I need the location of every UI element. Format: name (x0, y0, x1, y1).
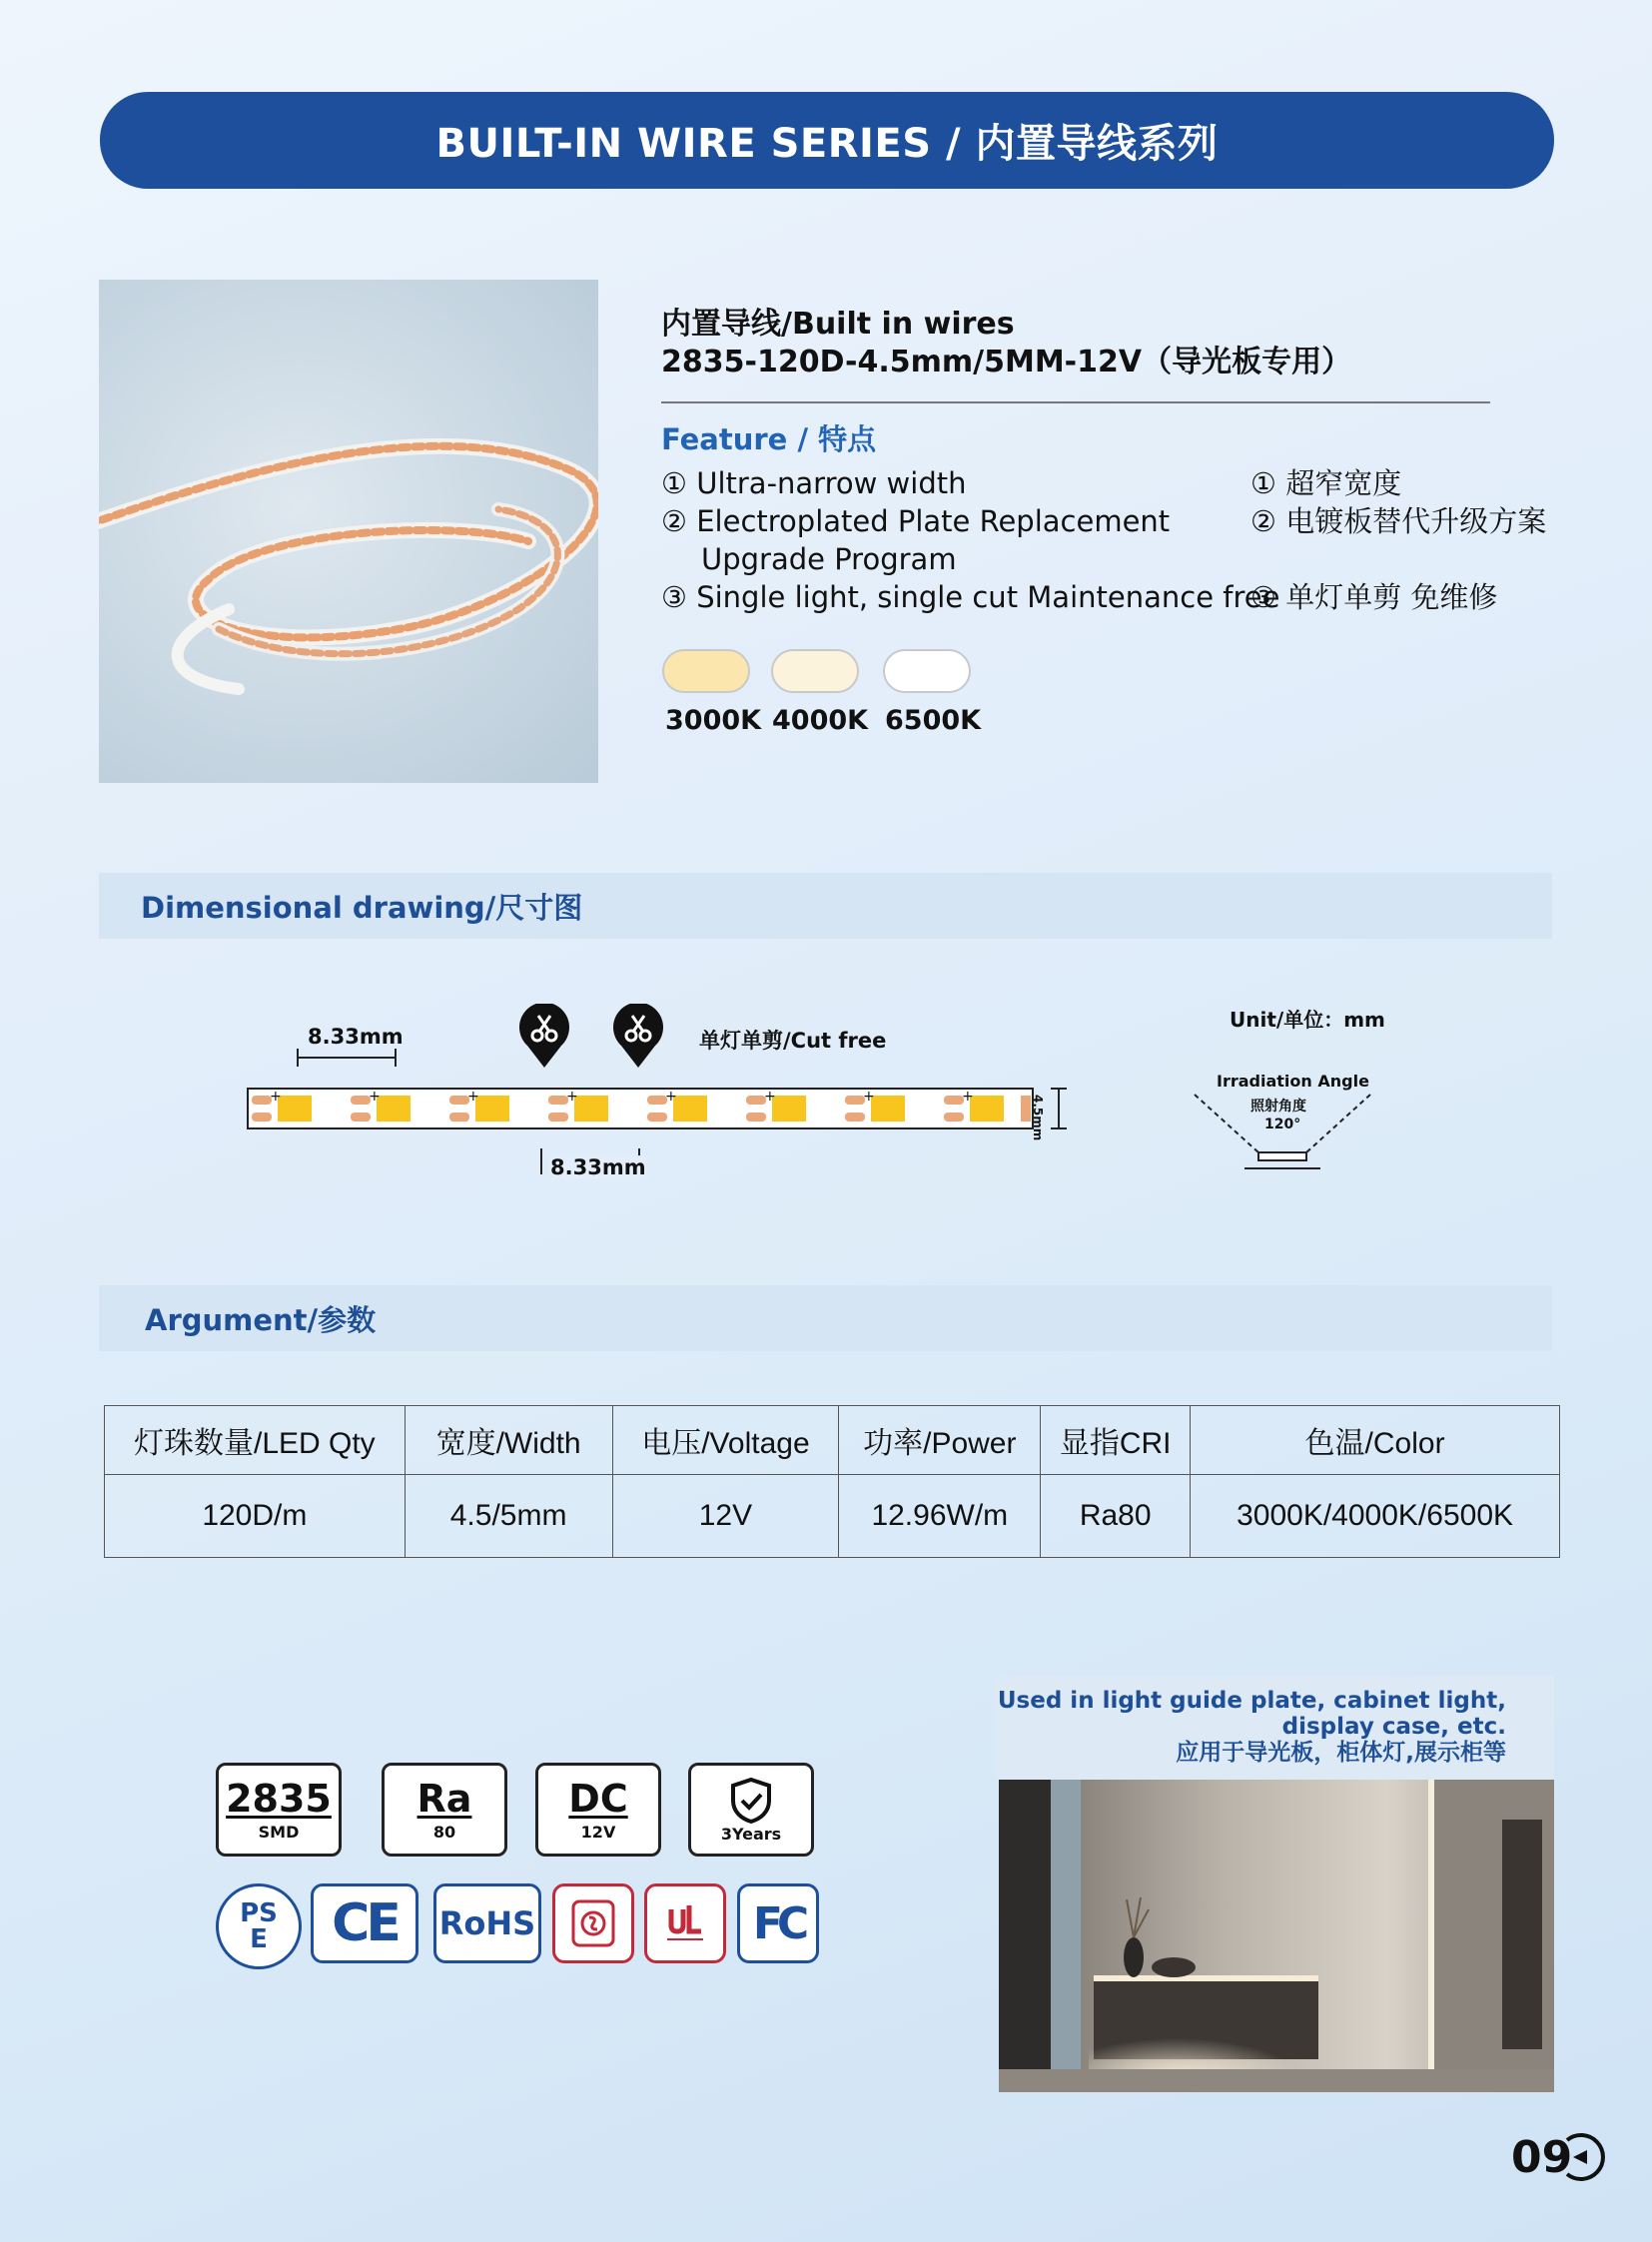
label-3000k: 3000K (665, 705, 762, 736)
page-number: 09 (1511, 2132, 1573, 2183)
cut-free-label: 单灯单剪/Cut free (699, 1029, 887, 1053)
polarity-plus: + (270, 1089, 282, 1105)
solder-pad (252, 1096, 272, 1105)
page-title-banner (100, 92, 1554, 189)
pse-logo-e: E (250, 1924, 268, 1954)
solder-pad (449, 1113, 469, 1121)
badge-dc-label: 12V (580, 1822, 616, 1842)
pitch-label-top: 8.33mm (308, 1025, 404, 1049)
ul-cert-logo (644, 1883, 726, 1963)
polarity-plus: + (665, 1089, 677, 1105)
cell-width: 4.5/5mm (405, 1475, 612, 1558)
col-width: 宽度/Width (405, 1406, 612, 1475)
badge-ra-label: 80 (432, 1822, 456, 1842)
badge-ra (382, 1763, 507, 1857)
rohs-logo-text: RoHS (438, 1904, 536, 1942)
cell-cri: Ra80 (1041, 1475, 1191, 1558)
ce-logo (311, 1883, 418, 1963)
led-chip (377, 1096, 411, 1121)
title-divider (661, 401, 1490, 403)
usage-line-3: 应用于导光板，柜体灯,展示柜等 (1176, 1740, 1506, 1766)
swatch-3000k (662, 649, 750, 693)
fcc-logo-text: FC (752, 1897, 804, 1949)
col-color: 色温/Color (1191, 1406, 1560, 1475)
feature-heading: Feature / 特点 (661, 422, 877, 456)
product-photo (99, 280, 598, 783)
product-model: 2835-120D-4.5mm/5MM-12V（导光板专用） (661, 345, 1352, 379)
led-chip (574, 1096, 608, 1121)
solder-pad (944, 1096, 964, 1105)
col-led-qty: 灯珠数量/LED Qty (105, 1406, 406, 1475)
spec-table-header (105, 1406, 1560, 1475)
badge-warranty-label: 3Years (720, 1824, 782, 1844)
product-title (661, 306, 1351, 381)
feature-en-2-cont: Upgrade Program (701, 542, 957, 576)
usage-line-1: Used in light guide plate, cabinet light, (997, 1688, 1506, 1714)
solder-pad (845, 1096, 865, 1105)
usage-text (998, 1688, 1506, 1766)
angle-label-en: Irradiation Angle (1217, 1072, 1369, 1091)
angle-value: 120° (1264, 1117, 1301, 1132)
swatch-6500k (883, 649, 971, 693)
feature-zh-1: ① 超窄宽度 (1250, 466, 1402, 500)
ul-mark-icon (659, 1895, 711, 1951)
unit-label: Unit/单位：mm (1230, 1008, 1385, 1032)
badge-dc-value: DC (568, 1776, 628, 1821)
feature-zh-3: ③ 单灯单剪 免维修 (1250, 580, 1498, 614)
solder-pad (252, 1113, 272, 1121)
solder-pad (449, 1096, 469, 1105)
feature-zh-2: ② 电镀板替代升级方案 (1250, 504, 1547, 538)
col-cri: 显指CRI (1041, 1406, 1191, 1475)
argument-heading: Argument/参数 (145, 1302, 377, 1337)
solder-pad (647, 1113, 667, 1121)
label-6500k: 6500K (885, 705, 982, 736)
solder-pad (1021, 1096, 1031, 1121)
polarity-plus: + (369, 1089, 381, 1105)
angle-label-zh: 照射角度 (1250, 1099, 1306, 1115)
solder-pad (548, 1096, 568, 1105)
led-chip (673, 1096, 707, 1121)
cell-voltage: 12V (612, 1475, 839, 1558)
strip-width-label: 4.5mm (1031, 1095, 1045, 1141)
pitch-bracket-top (296, 1047, 400, 1069)
feature-list-en (661, 464, 1279, 616)
badge-smd-value: 2835 (226, 1776, 332, 1821)
cell-power: 12.96W/m (839, 1475, 1041, 1558)
solder-pad (548, 1113, 568, 1121)
page-title: BUILT-IN WIRE SERIES / 内置导线系列 (435, 121, 1219, 167)
argument-section-header (99, 1285, 1552, 1351)
badge-smd-label: SMD (258, 1822, 300, 1842)
led-chip (871, 1096, 905, 1121)
badge-warranty (688, 1763, 814, 1857)
cell-color: 3000K/4000K/6500K (1191, 1475, 1560, 1558)
fcc-logo (737, 1883, 819, 1963)
scissors-icon (517, 1004, 571, 1070)
label-4000k: 4000K (772, 705, 869, 736)
solder-pad (944, 1113, 964, 1121)
solder-pad (746, 1113, 766, 1121)
pse-logo-ps: PS (240, 1898, 278, 1928)
feature-en-3: ③ Single light, single cut Maintenance free (661, 580, 1280, 614)
led-chip (475, 1096, 509, 1121)
feature-list-zh (1250, 464, 1546, 616)
solder-pad (746, 1096, 766, 1105)
arrow-circle-icon (1559, 2130, 1605, 2184)
spec-table (104, 1405, 1560, 1558)
badge-ra-value: Ra (416, 1776, 472, 1821)
solder-pad (845, 1113, 865, 1121)
pse-logo (216, 1883, 302, 1969)
badge-smd (216, 1763, 342, 1857)
scissors-icon (611, 1004, 665, 1070)
feature-en-1: ① Ultra-narrow width (661, 466, 967, 500)
led-strip-drawing (246, 1087, 1071, 1132)
ce-logo-text: CE (332, 1893, 398, 1953)
polarity-plus: + (764, 1089, 776, 1105)
led-chip (970, 1096, 1004, 1121)
badge-dc (535, 1763, 661, 1857)
certification-mark-icon (567, 1895, 619, 1951)
col-voltage: 电压/Voltage (612, 1406, 839, 1475)
solder-pad (647, 1096, 667, 1105)
shield-check-icon (728, 1777, 774, 1825)
polarity-plus: + (863, 1089, 875, 1105)
application-photo (999, 1780, 1554, 2092)
feature-en-2: ② Electroplated Plate Replacement (661, 504, 1171, 538)
led-chip (278, 1096, 312, 1121)
solder-pad (351, 1096, 371, 1105)
swatch-4000k (771, 649, 859, 693)
dimensional-heading: Dimensional drawing/尺寸图 (141, 890, 583, 925)
col-power: 功率/Power (839, 1406, 1041, 1475)
polarity-plus: + (962, 1089, 974, 1105)
usage-line-2: display case, etc. (1281, 1714, 1506, 1740)
table-row (105, 1475, 1560, 1558)
product-title-line1: 内置导线/Built in wires (661, 307, 1015, 342)
pitch-label-bottom: 8.33mm (550, 1155, 646, 1179)
polarity-plus: + (467, 1089, 479, 1105)
dimensional-section-header (99, 873, 1552, 939)
polarity-plus: + (566, 1089, 578, 1105)
led-chip (772, 1096, 806, 1121)
ccc-cert-logo (552, 1883, 634, 1963)
solder-pad (351, 1113, 371, 1121)
irradiation-angle-diagram (1193, 1089, 1372, 1170)
cell-led-qty: 120D/m (105, 1475, 406, 1558)
rohs-logo (433, 1883, 541, 1963)
